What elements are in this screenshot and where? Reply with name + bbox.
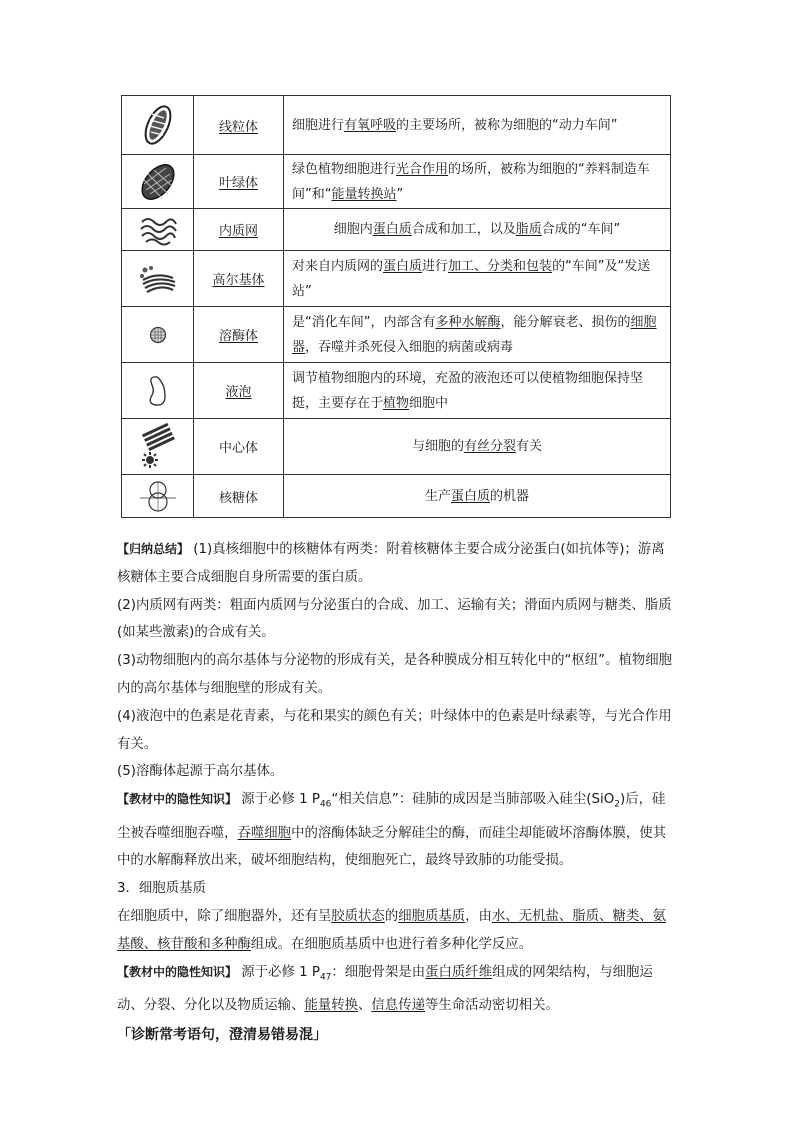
table-row: 内质网 细胞内蛋白质合成和加工，以及脂质合成的“车间” [122, 209, 671, 251]
hidden-knowledge-paragraph: 【教材中的隐性知识】 源于必修 1 $P_{47}$：细胞骨架是由蛋白质纤维组成的网架结构，与细胞运动、分裂、分化以及物质运输、能量转换、信息传递等生命活动密切相关。 [117, 964, 653, 1014]
mitochondrion-icon [138, 102, 178, 148]
endoplasmic-reticulum-icon [138, 214, 178, 246]
golgi-apparatus-icon [137, 264, 179, 294]
centrosome-icon [136, 422, 180, 472]
summary-paragraph: (5)溶酶体起源于高尔基体。 [117, 764, 284, 780]
organelle-name: 高尔基体 [212, 273, 265, 288]
organelle-name: 线粒体 [218, 119, 258, 135]
table-row: 高尔基体 对来自内质网的蛋白质进行加工、分类和包装的“车间”及“发送站” [122, 251, 671, 307]
organelle-name: 溶酶体 [218, 329, 258, 344]
ribosome-icon [138, 478, 178, 514]
table-row: 液泡 调节植物细胞内的环境，充盈的液泡还可以使植物细胞保持坚挺，主要存在于植物细胞中 [122, 363, 671, 419]
table-row: 线粒体 细胞进行有氧呼吸的主要场所，被称为细胞的“动力车间” [122, 96, 671, 155]
table-row: 溶酶体 是“消化车间”，内部含有多种水解酶，能分解衰老、损伤的细胞器，吞噬并杀死侵入细胞的病菌或病毒 [122, 307, 671, 363]
lysosome-icon [148, 325, 168, 345]
table-row: 中心体 与细胞的有丝分裂有关 [122, 419, 671, 475]
notes-section [117, 536, 677, 1050]
summary-paragraph: 【归纳总结】 (1)真核细胞中的核糖体有两类：附着核糖体主要合成分泌蛋白(如抗体等)；游离核糖体主要合成细胞自身所需要的蛋白质。 [117, 542, 665, 585]
vacuole-icon [145, 374, 171, 408]
table-row: 叶绿体 绿色植物细胞进行光合作用的场所，被称为细胞的“养料制造车间”和“能量转换站” [122, 155, 671, 209]
organelle-name: 液泡 [225, 385, 252, 400]
organelle-table [121, 95, 671, 518]
hidden-knowledge-paragraph: 【教材中的隐性知识】 源于必修 1 $P_{46}“$相关信息”：硅肺的成因是当肺部吸入硅尘(SiO$_2$)后，硅尘被吞噬细胞吞噬，吞噬细胞中的溶酶体缺乏分解硅尘的酶，而硅尘却能破坏溶酶体膜，使其中的水解酶释放出来，破坏细胞结构，使细胞死亡，最终导致肺的功能受损。 [117, 792, 667, 869]
chloroplast-icon [136, 160, 180, 204]
summary-paragraph: (2)内质网有两类：粗面内质网与分泌蛋白的合成、加工、运输有关；滑面内质网与糖类、脂质(如某些激素)的合成有关。 [117, 597, 672, 641]
section-heading: 3．细胞质基质 [117, 881, 206, 897]
section-banner: 「诊断常考语句，澄清易错易混」 [117, 1026, 327, 1043]
organelle-name: 内质网 [218, 224, 258, 239]
table-row: 核糖体 生产蛋白质的机器 [122, 475, 671, 518]
organelle-name: 核糖体 [218, 490, 258, 506]
summary-paragraph: (4)液泡中的色素是花青素，与花和果实的颜色有关；叶绿体中的色素是叶绿素等，与光合作用有关。 [117, 708, 672, 752]
organelle-name: 中心体 [218, 441, 258, 456]
matrix-paragraph: 在细胞质中，除了细胞器外，还有呈胶质状态的细胞质基质，由水、无机盐、脂质、糖类、氨基酸、核苷酸和多种酶组成。在细胞质基质中也进行着多种化学反应。 [117, 909, 667, 952]
summary-paragraph: (3)动物细胞内的高尔基体与分泌物的形成有关，是各种膜成分相互转化中的“枢纽”。植物细胞内的高尔基体与细胞壁的形成有关。 [117, 653, 673, 696]
organelle-name: 叶绿体 [218, 176, 258, 191]
